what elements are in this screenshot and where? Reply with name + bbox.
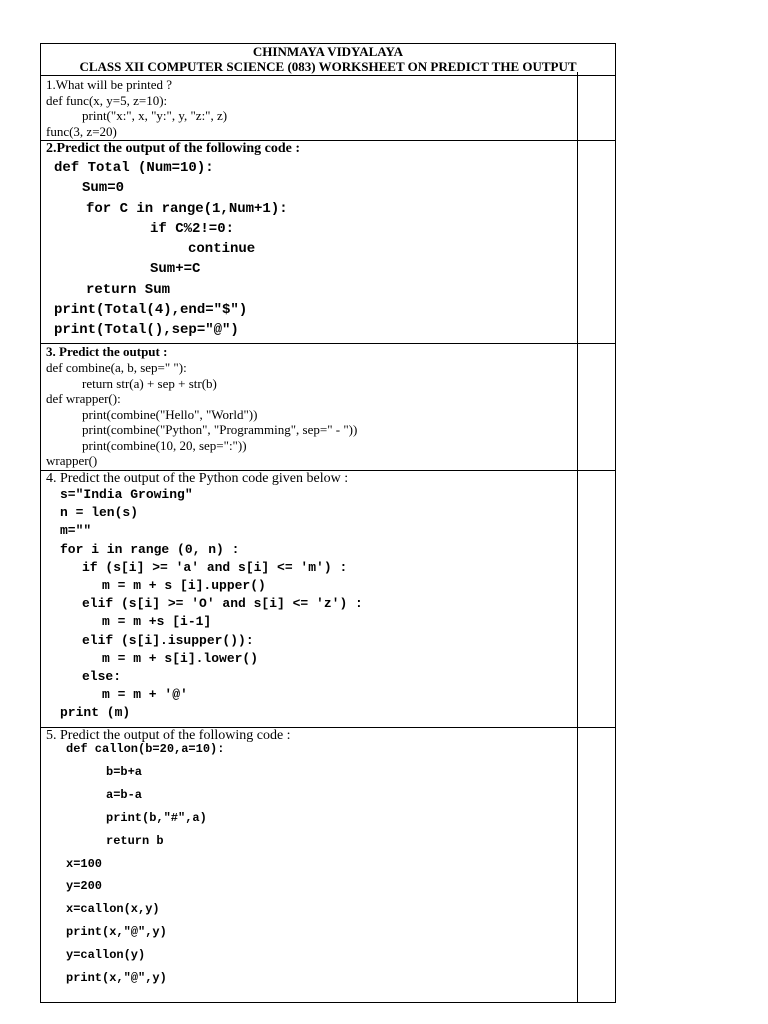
code-line: print(b,"#",a) — [106, 810, 207, 825]
code-line: def callon(b=20,a=10): — [66, 742, 225, 756]
question-3-title: 3. Predict the output : — [46, 344, 168, 359]
code-line: print(Total(),sep="@") — [54, 322, 239, 339]
code-line: for i in range (0, n) : — [60, 541, 240, 557]
code-line: if C%2!=0: — [150, 220, 235, 237]
question-5-title: 5. Predict the output of the following code : — [46, 728, 291, 743]
code-line: s="India Growing" — [60, 487, 193, 502]
code-line: m = m + s [i].upper() — [102, 578, 266, 594]
question-1-title: 1.What will be printed ? — [46, 77, 172, 92]
code-line: elif (s[i].isupper()): — [82, 632, 254, 648]
code-line: def combine(a, b, sep=" "): — [46, 360, 187, 375]
question-5-code — [46, 738, 576, 990]
question-4-code — [46, 486, 576, 723]
code-line: elif (s[i] >= 'O' and s[i] <= 'z') : — [82, 596, 363, 612]
question-3 — [46, 344, 576, 469]
question-1 — [46, 77, 576, 139]
code-line: y=200 — [66, 879, 103, 894]
code-line: m="" — [60, 523, 92, 539]
worksheet — [40, 43, 616, 1003]
code-line: Sum=0 — [82, 180, 125, 197]
code-line: print (m) — [60, 705, 131, 721]
code-line: m = m +s [i-1] — [102, 614, 212, 630]
code-line: m = m + '@' — [102, 687, 188, 703]
question-4-title: 4. Predict the output of the Python code given below : — [46, 471, 349, 486]
code-line: return b — [106, 833, 164, 848]
code-line: print(combine("Python", "Programming", sep=" - ")) — [82, 422, 358, 437]
code-line: x=100 — [66, 856, 103, 871]
code-line: else: — [82, 669, 122, 685]
worksheet-title: CLASS XII COMPUTER SCIENCE (083) WORKSHEET ON PREDICT THE OUTPUT — [79, 59, 577, 74]
school-name: CHINMAYA VIDYALAYA — [252, 44, 404, 59]
row-divider — [41, 75, 615, 76]
code-line: Sum+=C — [150, 261, 201, 278]
code-line: func(3, z=20) — [46, 123, 117, 139]
code-line: if (s[i] >= 'a' and s[i] <= 'm') : — [82, 559, 348, 575]
code-line: x=callon(x,y) — [66, 902, 160, 917]
code-line: a=b-a — [106, 787, 143, 802]
question-2 — [46, 141, 576, 341]
code-line: print(combine("Hello", "World")) — [82, 406, 258, 422]
code-line: def Total (Num=10): — [54, 160, 214, 176]
question-2-title: 2.Predict the output of the following code : — [46, 141, 301, 156]
question-4 — [46, 471, 576, 723]
code-line: for C in range(1,Num+1): — [86, 200, 288, 217]
code-line: return str(a) + sep + str(b) — [82, 375, 217, 391]
code-line: wrapper() — [46, 453, 98, 468]
code-line: return Sum — [86, 281, 171, 298]
code-line: def func(x, y=5, z=10): — [46, 92, 168, 108]
code-line: print(x,"@",y) — [66, 971, 167, 986]
code-line: print(Total(4),end="$") — [54, 302, 248, 319]
question-2-code — [46, 158, 576, 341]
code-line: m = m + s[i].lower() — [102, 650, 259, 666]
code-line: n = len(s) — [60, 505, 139, 521]
answer-column-divider — [577, 72, 578, 1002]
code-line: print(combine(10, 20, sep=":")) — [82, 437, 247, 453]
code-line: print(x,"@",y) — [66, 925, 167, 940]
code-line: def wrapper(): — [46, 391, 121, 406]
code-line: print("x:", x, "y:", y, "z:", z) — [82, 108, 228, 123]
code-line: y=callon(y) — [66, 948, 146, 963]
code-line: b=b+a — [106, 764, 143, 779]
code-line: continue — [188, 241, 256, 258]
question-5 — [46, 728, 576, 990]
